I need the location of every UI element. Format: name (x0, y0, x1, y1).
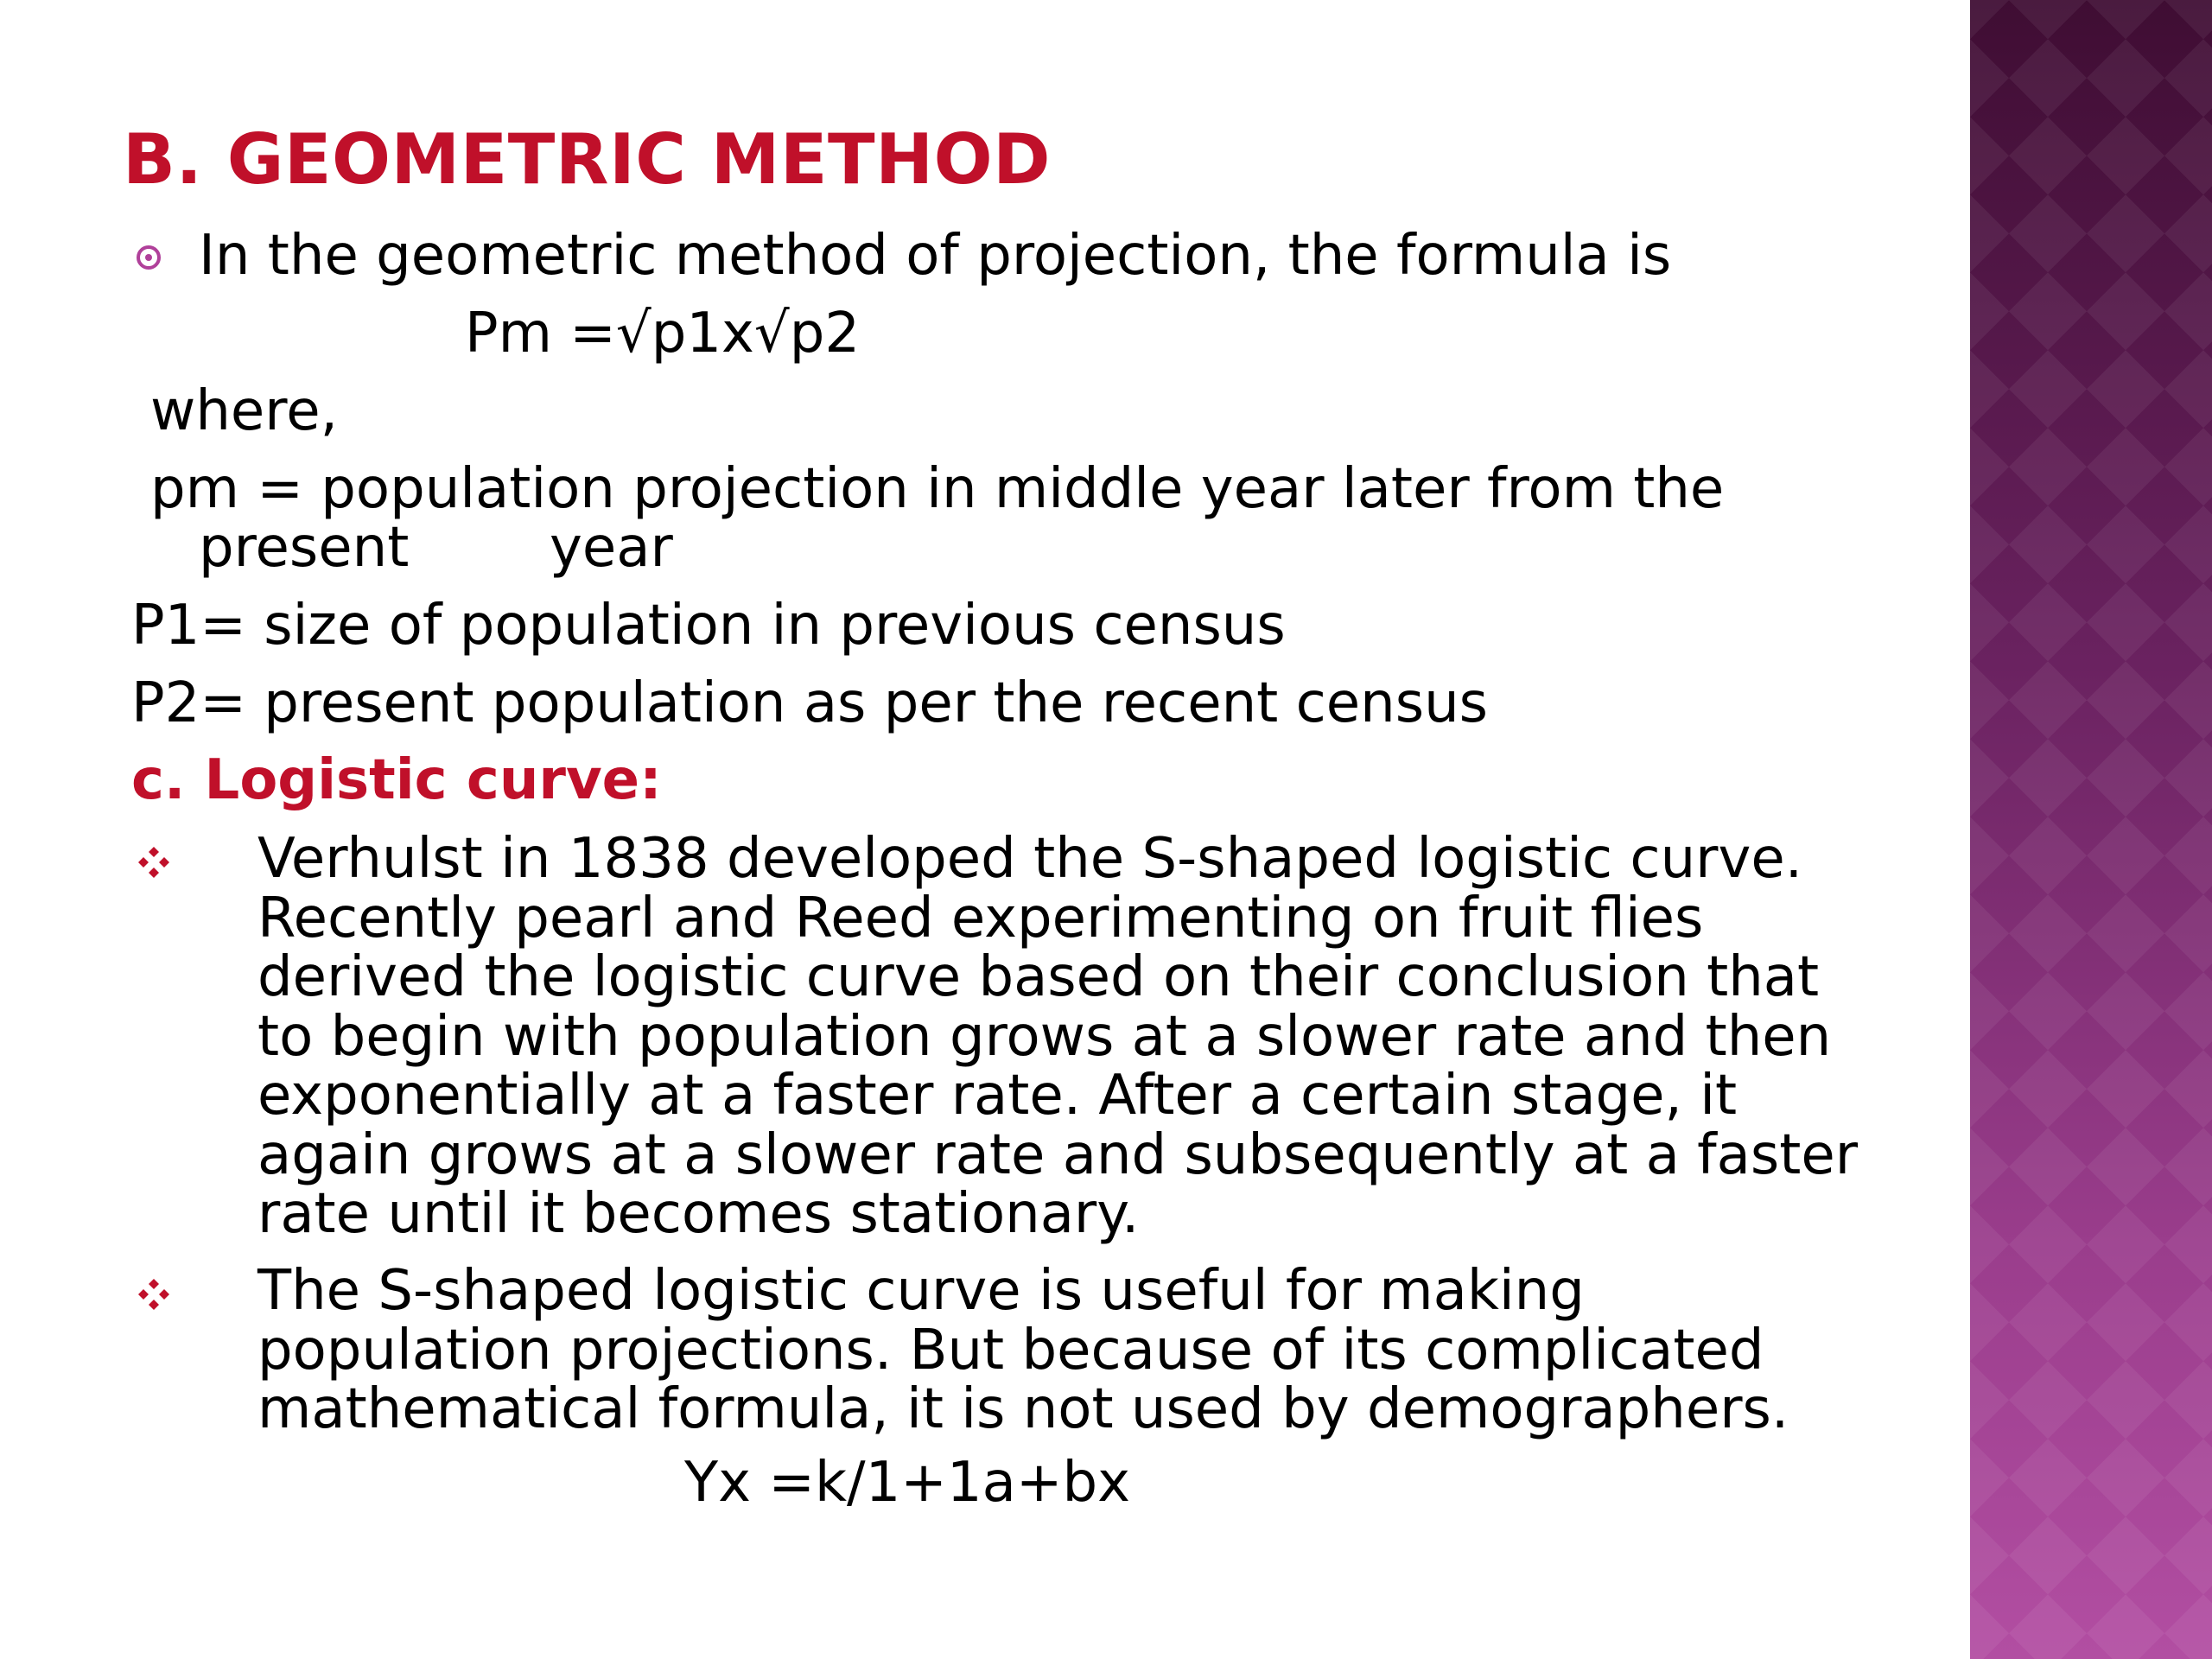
p2-definition: P2= present population as per the recent census (131, 671, 1488, 735)
p1-definition: P1= size of population in previous census (131, 594, 1286, 658)
logistic-bullet-2-line: population projections. But because of its complicated (257, 1318, 1764, 1382)
logistic-bullet-1-line: rate until it becomes stationary. (257, 1182, 1140, 1246)
intro-text: In the geometric method of projection, the formula is (199, 224, 1672, 288)
logistic-bullet-1-line: Recently pearl and Reed experimenting on fruit flies (257, 886, 1704, 950)
logistic-bullet-1-line: exponentially at a faster rate. After a certain stage, it (257, 1064, 1738, 1128)
logistic-bullet-1-line: again grows at a slower rate and subsequently at a faster (257, 1122, 1858, 1187)
slide-title: B. GEOMETRIC METHOD (123, 119, 1051, 200)
decorative-side-panel (1970, 0, 2212, 1659)
logistic-formula: Yx =k/1+1a+bx (684, 1451, 1130, 1515)
logistic-bullet-2-line: mathematical formula, it is not used by demographers. (257, 1377, 1789, 1441)
four-diamond-bullet-icon (137, 1277, 171, 1312)
pm-definition-line-2: present year (199, 516, 673, 580)
logistic-bullet-2-line: The S-shaped logistic curve is useful for making (257, 1259, 1585, 1323)
where-label: where, (150, 379, 338, 443)
pm-definition-line-1: pm = population projection in middle year later from the (150, 457, 1725, 521)
geometric-formula: Pm =√p1x√p2 (465, 302, 861, 365)
four-diamond-bullet-icon (137, 845, 171, 880)
logistic-bullet-1-line: derived the logistic curve based on their conclusion that (257, 945, 1820, 1009)
logistic-curve-heading: c. Logistic curve: (131, 748, 662, 812)
logistic-bullet-1-line: Verhulst in 1838 developed the S-shaped logistic curve. (257, 827, 1803, 891)
logistic-bullet-2 (257, 1259, 1899, 1441)
logistic-bullet-1 (257, 827, 1899, 1246)
circle-dot-bullet-icon (137, 245, 161, 270)
logistic-bullet-1-line: to begin with population grows at a slower rate and then (257, 1004, 1832, 1069)
